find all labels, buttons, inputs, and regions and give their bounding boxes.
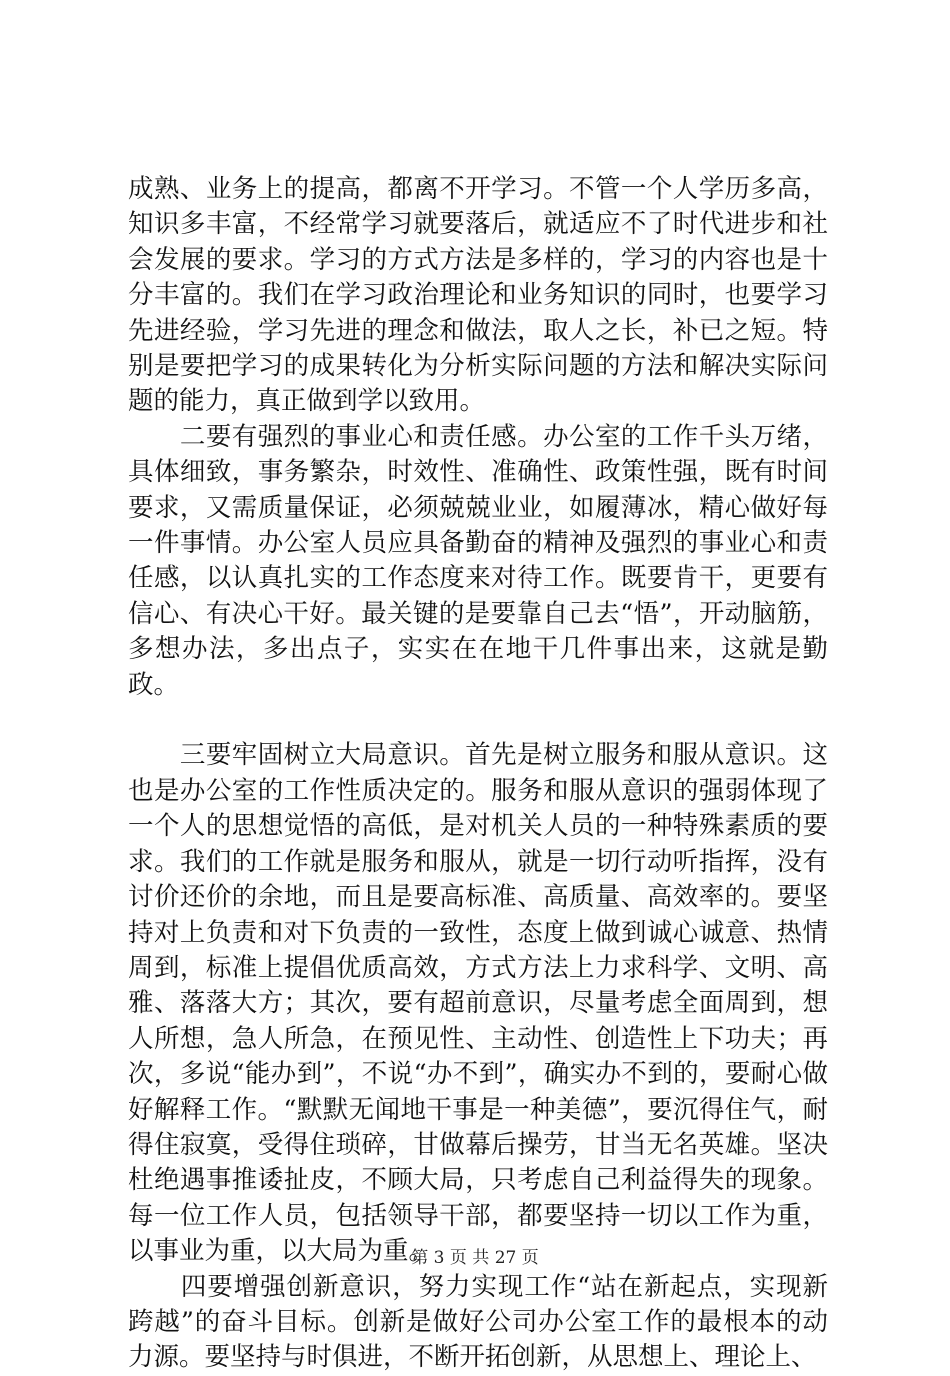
paragraph-dedication: 二要有强烈的事业心和责任感。办公室的工作千头万绪，具体细致，事务繁杂，时效性、准确性、政策性强，既有时间要求，又需质量保证，必须兢兢业业，如履薄冰，精心做好每一件事情。办公室人员应具备勤奋的精神及强烈的事业心和责任感，以认真扎实的工作态度来对待工作。既要肯干，更要有信心、有决心干好。最关键的是要靠自己去“悟”，开动脑筋，多想办法，多出点子，实实在在地干几件事出来，这就是勤政。 — [128, 421, 828, 700]
document-body — [128, 172, 828, 1376]
paragraph-big-picture: 三要牢固树立大局意识。首先是树立服务和服从意识。这也是办公室的工作性质决定的。服务和服从意识的强弱体现了一个人的思想觉悟的高低，是对机关人员的一种特殊素质的要求。我们的工作就是服务和服从，就是一切行动听指挥，没有讨价还价的余地，而且是要高标准、高质量、高效率的。要坚持对上负责和对下负责的一致性，态度上做到诚心诚意、热情周到，标准上提倡优质高效，方式方法上力求科学、文明、高雅、落落大方；其次，要有超前意识，尽量考虑全面周到，想人所想，急人所急，在预见性、主动性、创造性上下功夫；再次，多说“能办到”，不说“办不到”，确实办不到的，要耐心做好解释工作。“默默无闻地干事是一种美德”，要沉得住气，耐得住寂寞，受得住琐碎，甘做幕后操劳，甘当无名英雄。坚决杜绝遇事推诿扯皮，不顾大局，只考虑自己利益得失的现象。每一位工作人员，包括领导干部，都要坚持一切以工作为重，以事业为重，以大局为重。 — [128, 740, 828, 1267]
paragraph-gap — [128, 703, 828, 738]
page-number-footer: 第 3 页 共 27 页 — [411, 1248, 539, 1268]
paragraph-innovation: 四要增强创新意识，努力实现工作“站在新起点，实现新跨越”的奋斗目标。创新是做好公司办公室工作的最根本的动力源。要坚持与时俱进，不断开拓创新，从思想上、理论上、 — [128, 1271, 828, 1373]
paragraph-learning-continued: 成熟、业务上的提高，都离不开学习。不管一个人学历多高，知识多丰富，不经常学习就要落后，就适应不了时代进步和社会发展的要求。学习的方式方法是多样的，学习的内容也是十分丰富的。我们在学习政治理论和业务知识的同时，也要学习先进经验，学习先进的理念和做法，取人之长，补已之短。特别是要把学习的成果转化为分析实际问题的方法和解决实际问题的能力，真正做到学以致用。 — [128, 174, 828, 417]
